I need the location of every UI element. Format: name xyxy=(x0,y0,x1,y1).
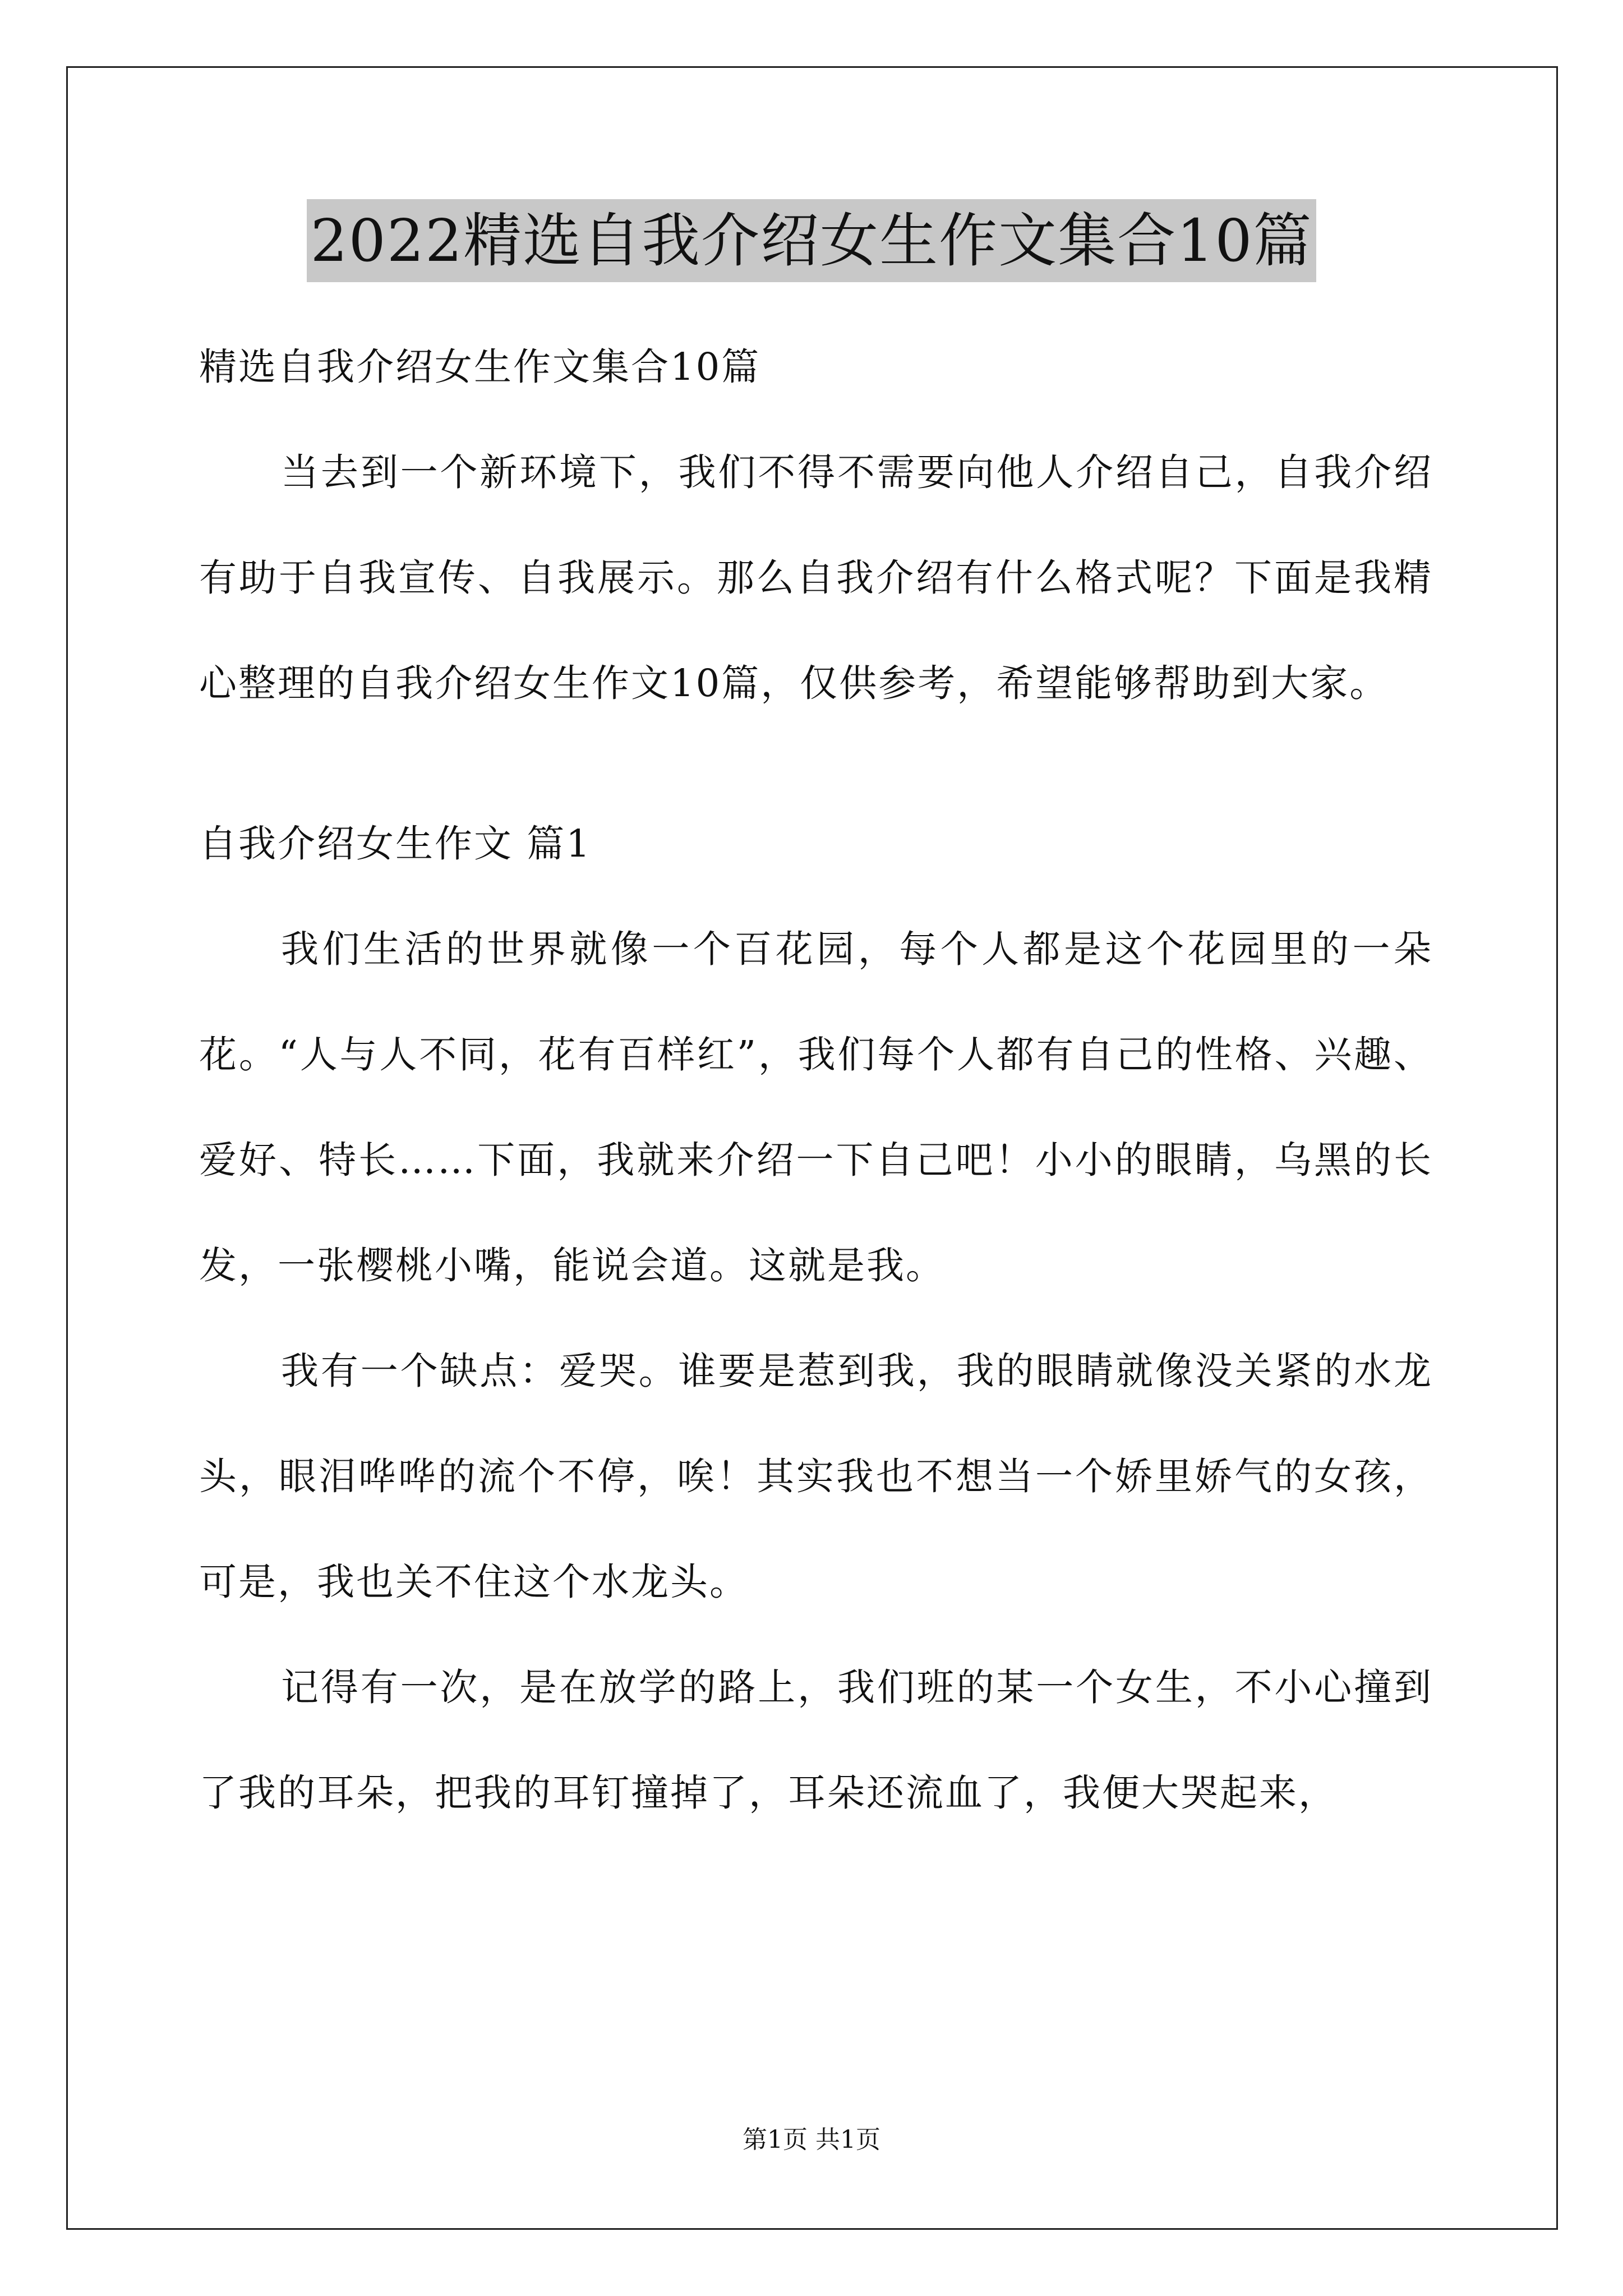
body-paragraph-1: 我们生活的世界就像一个百花园，每个人都是这个花园里的一朵花。“人与人不同，花有百样红”，我们每个人都有自己的性格、兴趣、爱好、特长……下面，我就来介绍一下自己吧！小小的眼睛，乌黑的长发，一张樱桃小嘴，能说会道。这就是我。 xyxy=(199,927,1433,1287)
section-heading: 自我介绍女生作文 篇1 xyxy=(199,822,592,866)
intro-paragraph: 当去到一个新环境下，我们不得不需要向他人介绍自己，自我介绍有助于自我宣传、自我展示。那么自我介绍有什么格式呢？下面是我精心整理的自我介绍女生作文10篇，仅供参考，希望能够帮助到大家。 xyxy=(199,450,1433,705)
title-container xyxy=(0,199,1623,282)
document-body xyxy=(199,314,1433,1846)
body-paragraph-2: 我有一个缺点：爱哭。谁要是惹到我，我的眼睛就像没关紧的水龙头，眼泪哗哗的流个不停，唉！其实我也不想当一个娇里娇气的女孩，可是，我也关不住这个水龙头。 xyxy=(199,1349,1433,1604)
document-subtitle: 精选自我介绍女生作文集合10篇 xyxy=(199,345,761,389)
body-paragraph-3: 记得有一次，是在放学的路上，我们班的某一个女生，不小心撞到了我的耳朵，把我的耳钉撞掉了，耳朵还流血了，我便大哭起来， xyxy=(199,1665,1433,1815)
section-spacer xyxy=(199,736,1433,791)
page-footer: 第1页 共1页 xyxy=(743,2125,880,2154)
document-title: 2022精选自我介绍女生作文集合10篇 xyxy=(307,199,1316,282)
